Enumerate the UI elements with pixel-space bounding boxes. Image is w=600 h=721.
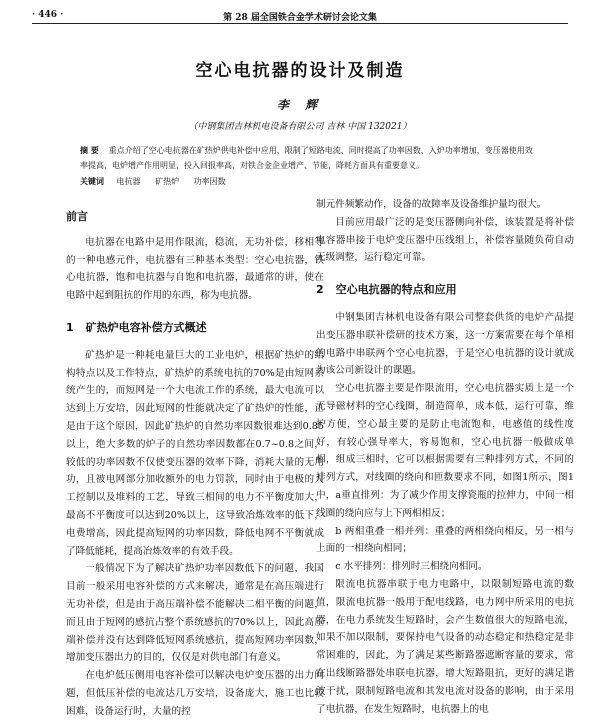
running-header	[32, 8, 568, 24]
header-rule	[32, 23, 568, 24]
affiliation: （中钢集团吉林机电设备有限公司 吉林 中国 132021）	[188, 122, 412, 132]
page-number: · 446 ·	[32, 10, 64, 20]
journal-title: 第 28 届全国铁合金学术研讨会论文集	[223, 13, 377, 23]
paragraph: b 两相重叠一相并列：重叠的两相绕向相反，另一相与上面的一相绕向相同；	[316, 525, 574, 555]
paragraph: 限流电抗器串联于电力电路中，以限制短路电流的数值，限流电抗器一般用于配电线路，电力网中所采用的电抗器，在电力系统发生短路时，会产生数值很大的短路电流，如果不加以限制，要保持电气设备的动态稳定和热稳定是非常困难的，因此，为了满足某些断路器遮断容量的要求，常在出线断路器处串联电抗器，增大短路阻抗，更好的满足谐波干扰，限制短路电流和其发电流对设备的影响，由于采用了电抗器，在发生短路时，电抗器上的电	[316, 578, 574, 715]
paragraph: 目前应用最广泛的是变压器侧向补偿，该装置是将补偿电容器串接于电炉变压器中压线组上，补偿容量随负荷自动无级调整，运行稳定可靠。	[316, 216, 574, 264]
keywords	[80, 176, 540, 187]
section-heading-2	[316, 267, 574, 309]
paragraph: 电抗器在电路中是用作限流，稳流，无功补偿，移相等的一种电感元件，电抗器有三种基本类型：空心电抗器，铁心电抗器，饱和电抗器与自饱和电抗器，最通常的讲，使在电路中起到阻抗的作用的东西，称为电抗器。	[66, 236, 324, 302]
left-column	[66, 196, 324, 721]
keyword: 矿热炉	[155, 177, 180, 186]
keyword: 电抗器	[116, 177, 141, 186]
section-number: 2	[316, 283, 324, 297]
paper-title: 空心电抗器的设计及制造	[195, 61, 405, 81]
section-title: 矿热炉电容补偿方式概述	[85, 320, 207, 334]
section-title: 空心电抗器的特点和应用	[335, 283, 457, 297]
paragraph: 制元件频繁动作，设备的故障率及设备维护量均很大。	[316, 199, 547, 210]
abstract	[80, 143, 540, 173]
paragraph: c 水平排列：排列时三相绕向相同。	[335, 561, 488, 573]
section-heading-preface: 前言	[66, 210, 88, 223]
paragraph: 在电炉低压侧用电容补偿可以解决电炉变压器的出力问题，但低压补偿的电流达几万安培，设备庞大，施工也比较困难，设备运行时，大量的控	[66, 670, 324, 717]
paragraph: 中钢集团吉林机电设备有限公司整套供货的电炉产品提出变压器串联补偿研的技术方案，这一方案需要在每个单相的电路中串联两个空心电抗器，于是空心电抗器的设计就成为该公司新设计的课题。	[316, 311, 574, 377]
author: 李 辉	[276, 98, 324, 112]
abstract-label: 摘 要	[80, 145, 99, 155]
paragraph: 矿热炉是一种耗电量巨大的工业电炉，根据矿热炉的结构特点以及工作特点，矿热炉的系统电抗的70%是由短网系统产生的，而短网是一个大电流工作的系统，最大电流可以达到上万安培，因此短网的性能就决定了矿热炉的性能，正是由于这个原因，因此矿热炉的自然功率因数很难达到0.85以上，绝大多数的炉子的自然功率因数都在0.7~0.8之间，较低的功率因数不仅使变压器的效率下降，消耗大量的无用功，且被电网部分加收额外的电力罚款，同时由于电极的人工控制以及堆料的工艺，导致三相间的电力不平衡度加大，最高不平衡度可以达到20%以上，这导致冶炼效率的低下，电费增高，因此提高短网的功率因数，降低电网不平衡就成了降低能耗，提高冶炼效率的有效手段。	[66, 349, 324, 557]
paragraph: 空心电抗器主要是作限流用，空心电抗器实质上是一个无导磁材料的空心线圈，制造简单，成本低，运行可靠，维护方便，空心最主要的是防止电流饱和，电感值的线性度好，有较心强导率大，容易饱和，空心电抗器一般做成单相，组成三相时，它可以根据需要有三种排列方式，不同的排列方式，对线圈的绕向和匝数要求不同，如图1所示，图1中，a垂直排列：为了减少作用支撑瓷瓶的拉伸力，中间一相线圈的绕向应与上下两相相反；	[316, 383, 574, 519]
paragraph: 一般情况下为了解决矿热炉功率因数低下的问题，我国目前一般采用电容补偿的方式来解决，通常是在高压端进行无功补偿，但是由于高压端补偿不能解决二相平衡的问题，而且由于短网的感抗占整个系统感抗的70%以上，因此高压端补偿并没有达到降低短网系统感抗，提高短网功率因数，增加变压器出力的目的，仅仅是对供电部门有意义。	[66, 563, 324, 664]
keyword: 功率因数	[193, 177, 226, 186]
section-number: 1	[66, 320, 74, 334]
section-heading-1	[66, 305, 324, 347]
keywords-label: 关键词	[80, 176, 104, 186]
abstract-text: 重点介绍了空心电抗器在矿热炉供电补偿中应用，限制了短路电流、同时提高了功率因数、入炉功率增加，变压器使用效率提高，电炉增产作用明显，投入回报率高，对铁合金企业增产、节能，降耗方面具有重要意义。	[80, 146, 533, 170]
right-column	[316, 196, 574, 718]
